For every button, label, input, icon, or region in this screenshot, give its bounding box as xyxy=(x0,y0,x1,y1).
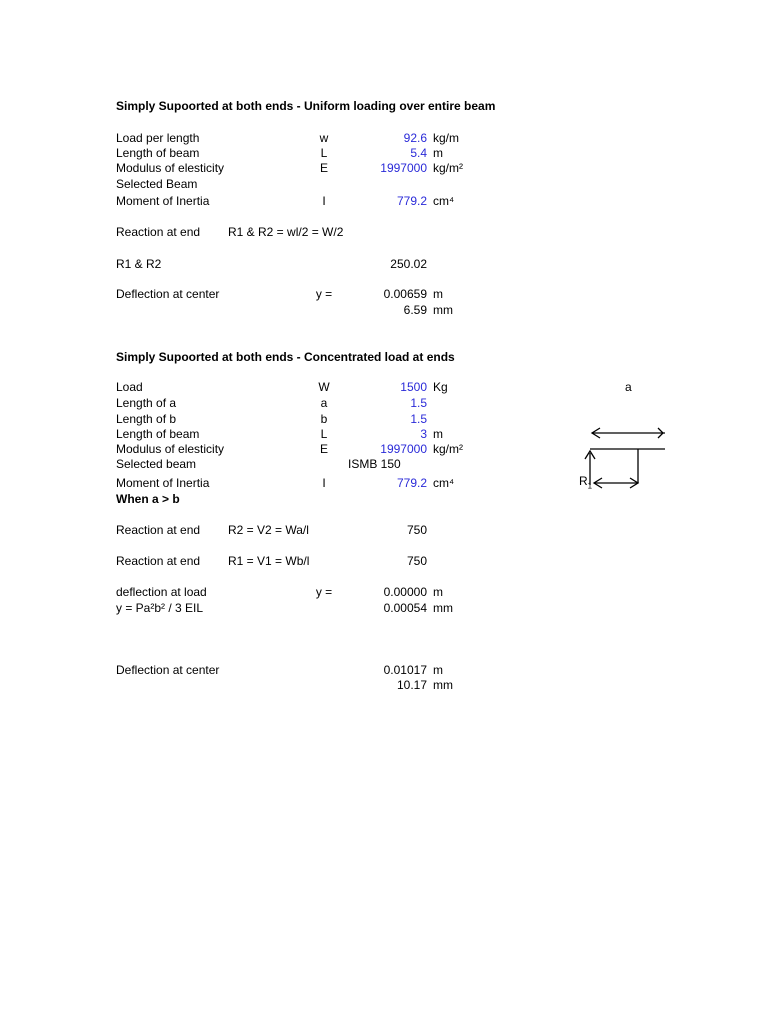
load-value: 1500 xyxy=(400,380,427,394)
figure-r-text: R xyxy=(579,474,588,488)
moment-of-inertia-row xyxy=(0,194,768,209)
deflection-center-label: Deflection at center xyxy=(116,287,220,301)
moment-of-inertia-value-2: 779.2 xyxy=(396,476,427,490)
selected-beam-value: ISMB 150 xyxy=(348,457,401,471)
length-a-label: Length of a xyxy=(116,396,177,410)
figure-r-label xyxy=(579,474,592,490)
deflection-load-unit: m xyxy=(433,585,443,599)
deflection-center-unit-m: m xyxy=(433,287,443,301)
figure-r-subscript: 1 xyxy=(587,481,593,491)
deflection-load-row xyxy=(0,585,768,600)
deflection-formula-value: 0.00054 xyxy=(383,601,427,615)
beam-length-row xyxy=(0,146,768,161)
modulus-unit-2: kg/m² xyxy=(433,442,463,456)
modulus-label: Modulus of elesticity xyxy=(116,161,225,175)
beam-length-label-2: Length of beam xyxy=(116,427,200,441)
section1-title: Simply Supoorted at both ends - Uniform loading over entire beam xyxy=(116,99,496,113)
length-a-row xyxy=(0,396,768,411)
load-per-length-symbol: w xyxy=(319,131,329,145)
beam-length-unit: m xyxy=(433,146,443,160)
moment-of-inertia-label-2: Moment of Inertia xyxy=(116,476,210,490)
modulus-value-2: 1997000 xyxy=(380,442,427,456)
deflection-center-unit-mm-2: mm xyxy=(433,678,453,692)
moment-of-inertia-unit-2: cm⁴ xyxy=(433,476,455,490)
modulus-symbol-2: E xyxy=(319,442,328,456)
beam-length-symbol-2: L xyxy=(320,427,328,441)
modulus-unit: kg/m² xyxy=(433,161,463,175)
beam-length-value: 5.4 xyxy=(410,146,427,160)
beam-length-label: Length of beam xyxy=(116,146,200,160)
length-b-symbol: b xyxy=(320,412,328,426)
reaction-r1-formula: R1 = V1 = Wb/l xyxy=(228,554,310,568)
r1-r2-label: R1 & R2 xyxy=(116,257,162,271)
deflection-center-row xyxy=(0,287,768,302)
reaction-label: Reaction at end xyxy=(116,225,201,239)
r1-r2-row xyxy=(0,257,768,272)
load-per-length-unit: kg/m xyxy=(433,131,460,145)
selected-beam-label-2: Selected beam xyxy=(116,457,197,471)
deflection-center-value-mm: 6.59 xyxy=(403,303,427,317)
beam-length-symbol: L xyxy=(320,146,328,160)
reaction-r1-row xyxy=(0,554,768,569)
load-per-length-row xyxy=(0,131,768,146)
deflection-center-mm-row xyxy=(0,303,768,318)
beam-length-unit-2: m xyxy=(433,427,443,441)
reaction-r1-label: Reaction at end xyxy=(116,554,201,568)
deflection-center-mm-row-2 xyxy=(0,678,768,693)
deflection-center-unit-mm: mm xyxy=(433,303,453,317)
moment-of-inertia-label: Moment of Inertia xyxy=(116,194,210,208)
reaction-r2-row xyxy=(0,523,768,538)
deflection-load-symbol: y = xyxy=(315,585,333,599)
deflection-load-label: deflection at load xyxy=(116,585,207,599)
modulus-label-2: Modulus of elesticity xyxy=(116,442,225,456)
reaction-row xyxy=(0,225,768,240)
section2-title: Simply Supoorted at both ends - Concentrated load at ends xyxy=(116,350,455,364)
load-per-length-value: 92.6 xyxy=(403,131,427,145)
selected-beam-label: Selected Beam xyxy=(116,177,198,191)
load-unit: Kg xyxy=(433,380,448,394)
length-b-value: 1.5 xyxy=(410,412,427,426)
moment-of-inertia-unit: cm⁴ xyxy=(433,194,455,208)
load-per-length-label: Load per length xyxy=(116,131,200,145)
modulus-row xyxy=(0,161,768,176)
when-condition: When a > b xyxy=(116,492,180,506)
load-label: Load xyxy=(116,380,143,394)
length-a-value: 1.5 xyxy=(410,396,427,410)
reaction-r2-formula: R2 = V2 = Wa/l xyxy=(228,523,309,537)
reaction-r1-value: 750 xyxy=(406,554,427,568)
deflection-formula-label: y = Pa²b² / 3 EIL xyxy=(116,601,204,615)
deflection-center-value-m: 0.00659 xyxy=(383,287,427,301)
deflection-center-symbol: y = xyxy=(315,287,333,301)
r1-r2-value: 250.02 xyxy=(390,257,427,271)
moment-of-inertia-symbol: I xyxy=(322,194,326,208)
length-a-symbol: a xyxy=(320,396,328,410)
deflection-center-value-mm-2: 10.17 xyxy=(396,678,427,692)
deflection-load-value: 0.00000 xyxy=(383,585,427,599)
reaction-r2-value: 750 xyxy=(406,523,427,537)
selected-beam-row xyxy=(0,177,768,192)
length-b-label: Length of b xyxy=(116,412,177,426)
deflection-center-value-m-2: 0.01017 xyxy=(383,663,427,677)
deflection-center-label-2: Deflection at center xyxy=(116,663,220,677)
deflection-formula-unit: mm xyxy=(433,601,453,615)
deflection-center-row-2 xyxy=(0,663,768,678)
load-symbol: W xyxy=(318,380,330,394)
reaction-r2-label: Reaction at end xyxy=(116,523,201,537)
load-row xyxy=(0,380,768,395)
moment-of-inertia-value: 779.2 xyxy=(396,194,427,208)
moment-of-inertia-symbol-2: I xyxy=(322,476,326,490)
figure-a-label: a xyxy=(625,380,632,394)
deflection-formula-row xyxy=(0,601,768,616)
beam-length-value-2: 3 xyxy=(420,427,427,441)
modulus-symbol: E xyxy=(319,161,328,175)
deflection-center-unit-m-2: m xyxy=(433,663,443,677)
reaction-formula: R1 & R2 = wl/2 = W/2 xyxy=(228,225,344,239)
modulus-value: 1997000 xyxy=(380,161,427,175)
